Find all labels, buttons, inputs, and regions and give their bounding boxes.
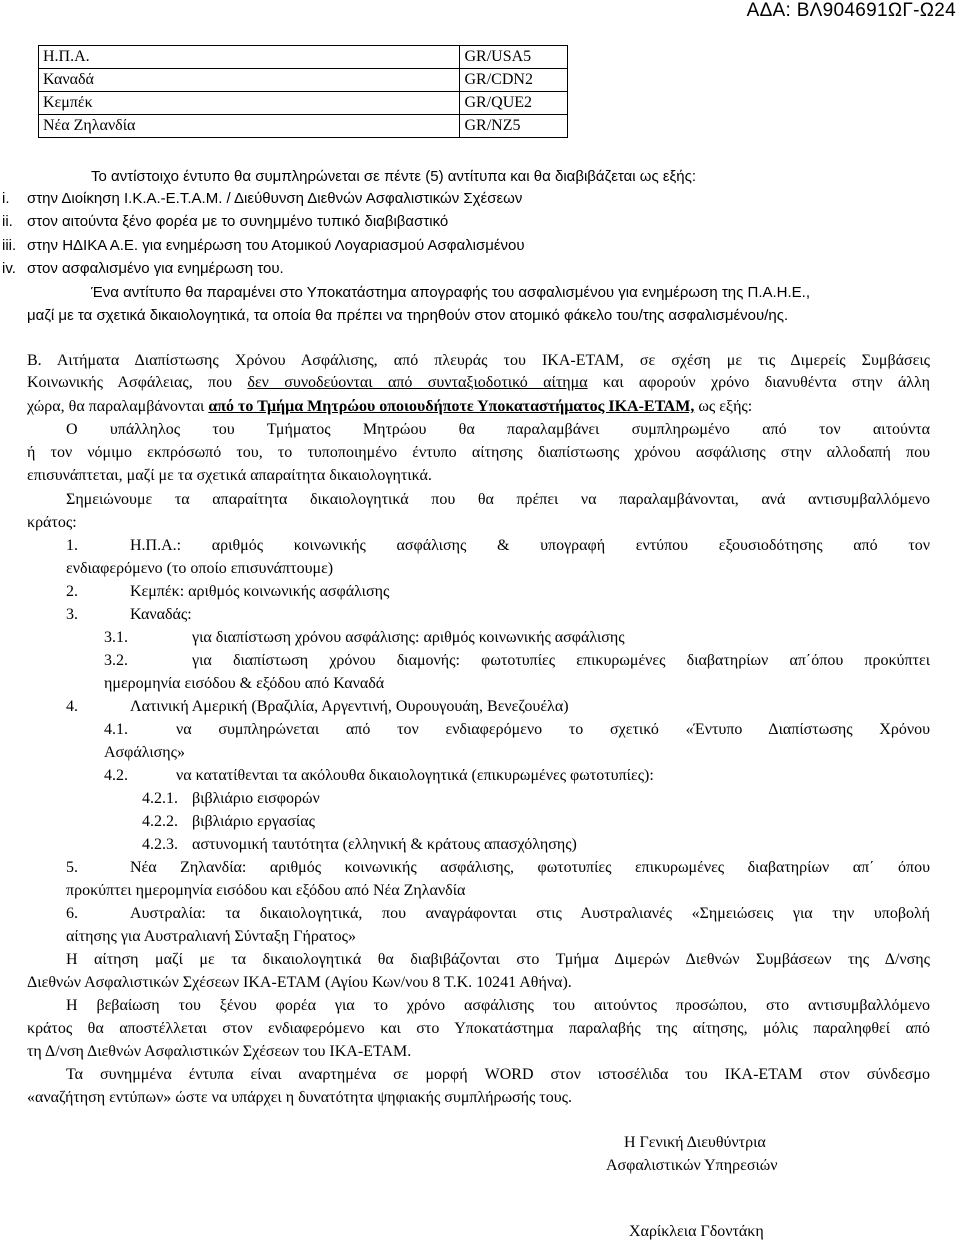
table-row bbox=[39, 115, 568, 138]
country-cell: Η.Π.Α. bbox=[39, 46, 460, 69]
code-cell: GR/CDN2 bbox=[460, 69, 568, 92]
list-item: ενδιαφερόμενο (το οποίο επισυνάπτουμε) bbox=[66, 560, 334, 577]
copies-item-number: iii. bbox=[2, 237, 17, 254]
list-item: Κεμπέκ: αριθμός κοινωνικής ασφάλισης bbox=[130, 583, 390, 600]
list-number: 6. bbox=[66, 905, 78, 922]
copies-item: στην ΗΔΙΚΑ Α.Ε. για ενημέρωση του Ατομικού Λογαριασμού Ασφαλισμένου bbox=[27, 237, 525, 254]
signature-name: Χαρίκλεια Γδοντάκη bbox=[629, 1223, 764, 1240]
section-b-line bbox=[27, 396, 752, 418]
list-item: αίτησης για Αυστραλιανή Σύνταξη Γήρατος» bbox=[66, 928, 356, 945]
closing-line: «αναζήτηση εντύπων» ώστε να υπάρχει η δυνατότητα ψηφιακής συμπλήρωσής τους. bbox=[27, 1089, 572, 1106]
copies-item-number: ii. bbox=[2, 213, 13, 230]
closing-line: Διεθνών Ασφαλιστικών Σχέσεων ΙΚΑ-ΕΤΑΜ (Αγίου Κων/νου 8 Τ.Κ. 10241 Αθήνα). bbox=[27, 974, 572, 991]
closing-line: τη Δ/νση Διεθνών Ασφαλιστικών Σχέσεων του ΙΚΑ-ΕΤΑΜ. bbox=[27, 1043, 412, 1060]
section-b-line: επισυνάπτεται, μαζί με τα σχετικά απαραίτητα δικαιολογητικά. bbox=[27, 467, 432, 484]
code-cell: GR/USA5 bbox=[460, 46, 568, 69]
section-b-line: Β. Αιτήματα Διαπίστωσης Χρόνου Ασφάλισης, από πλευράς του ΙΚΑ-ΕΤΑΜ, σε σχέση με τις Διμερείς Συμβάσεις bbox=[27, 352, 930, 369]
copies-item: στον αιτούντα ξένο φορέα με το συνημμένο τυπικό διαβιβαστικό bbox=[27, 213, 449, 230]
list-item: Ασφάλισης» bbox=[104, 744, 185, 761]
ada-code: ΑΔΑ: ΒΛ904691ΩΓ-Ω24 bbox=[746, 0, 956, 21]
closing-line: Η αίτηση μαζί με τα δικαιολογητικά θα διαβιβάζονται στο Τμήμα Διμερών Διεθνών Συμβάσεων της Δ/νσης bbox=[66, 951, 930, 968]
list-number: 1. bbox=[66, 537, 78, 554]
list-number: 4.2.2. bbox=[142, 813, 178, 830]
copies-item-number: iv. bbox=[2, 260, 16, 277]
list-item: βιβλιάριο εισφορών bbox=[192, 790, 320, 807]
section-b-line: κράτος: bbox=[27, 514, 77, 531]
list-item: Η.Π.Α.: αριθμός κοινωνικής ασφάλισης & υπογραφή εντύπου εξουσιοδότησης από τον bbox=[130, 537, 930, 554]
list-item: Λατινική Αμερική (Βραζιλία, Αργεντινή, Ουρουγουάη, Βενεζουέλα) bbox=[130, 698, 569, 715]
section-b-text: Κοινωνικής Ασφάλειας, που bbox=[27, 374, 248, 391]
list-item: αστυνομική ταυτότητα (ελληνική & κράτους απασχόλησης) bbox=[192, 836, 577, 853]
copies-item-number: i. bbox=[2, 190, 10, 207]
list-number: 4.2.1. bbox=[142, 790, 178, 807]
section-b-line: Σημειώνουμε τα απαραίτητα δικαιολογητικά που θα πρέπει να παραλαμβάνονται, ανά αντισυμβαλλόμενο bbox=[66, 491, 930, 508]
list-item: για διαπίστωση χρόνου ασφάλισης: αριθμός κοινωνικής ασφάλισης bbox=[192, 629, 625, 646]
copies-intro: Το αντίστοιχο έντυπο θα συμπληρώνεται σε πέντε (5) αντίτυπα και θα διαβιβάζεται ως εξής: bbox=[91, 168, 697, 185]
list-number: 3. bbox=[66, 606, 78, 623]
list-item: Νέα Ζηλανδία: αριθμός κοινωνικής ασφάλισης, φωτοτυπίες επικυρωμένες διαβατηρίων απ΄ όπου bbox=[130, 859, 930, 876]
list-number: 3.2. bbox=[104, 652, 128, 669]
list-number: 4. bbox=[66, 698, 78, 715]
country-cell: Κεμπέκ bbox=[39, 92, 460, 115]
list-item: Αυστραλία: τα δικαιολογητικά, που αναγράφονται στις Αυστραλιανές «Σημειώσεις για την υποβολή bbox=[130, 905, 930, 922]
table-row bbox=[39, 92, 568, 115]
table-row bbox=[39, 69, 568, 92]
list-number: 3.1. bbox=[104, 629, 128, 646]
list-item: βιβλιάριο εργασίας bbox=[192, 813, 315, 830]
section-b-underlined: δεν συνοδεύονται από συνταξιοδοτικό αίτημα bbox=[247, 374, 588, 391]
section-b-text: χώρα, θα παραλαμβάνονται bbox=[27, 398, 209, 415]
code-cell: GR/NZ5 bbox=[460, 115, 568, 138]
closing-line: κράτος θα αποστέλλεται στον ενδιαφερόμενο και στο Υποκατάστημα παραλαβής της αίτησης, μόλις παραληφθεί από bbox=[27, 1020, 930, 1037]
signature-title: Η Γενική Διευθύντρια bbox=[624, 1134, 766, 1151]
country-cell: Νέα Ζηλανδία bbox=[39, 115, 460, 138]
code-cell: GR/QUE2 bbox=[460, 92, 568, 115]
closing-line: Η βεβαίωση του ξένου φορέα για το χρόνο ασφάλισης του αιτούντος προσώπου, στο αντισυμβαλλόμενο bbox=[66, 997, 930, 1014]
section-b-text: και αφορούν χρόνο διανυθέντα στην άλλη bbox=[587, 374, 931, 391]
section-b-line: ή τον νόμιμο εκπρόσωπό του, το τυποποιημένο έντυπο αίτησης διαπίστωσης χρόνου ασφάλισης στην αλλοδαπή που bbox=[27, 444, 930, 461]
closing-line: Τα συνημμένα έντυπα είναι αναρτημένα σε μορφή WORD στον ιστοσέλιδα του ΙΚΑ-ΕΤΑΜ στον σύνδεσμο bbox=[66, 1066, 930, 1083]
list-item: να κατατίθενται τα ακόλουθα δικαιολογητικά (επικυρωμένες φωτοτυπίες): bbox=[176, 767, 654, 784]
country-cell: Καναδά bbox=[39, 69, 460, 92]
list-number: 2. bbox=[66, 583, 78, 600]
list-item: για διαπίστωση χρόνου διαμονής: φωτοτυπίες επικυρωμένες διαβατηρίων απ΄όπου προκύπτει bbox=[192, 652, 930, 669]
codes-table bbox=[38, 45, 568, 138]
list-item: Καναδάς: bbox=[130, 606, 192, 623]
section-b-bold-underlined: από το Τμήμα Μητρώου οποιουδήποτε Υποκαταστήματος ΙΚΑ-ΕΤΑΜ, bbox=[208, 398, 695, 415]
copies-item: στον ασφαλισμένο για ενημέρωση του. bbox=[27, 260, 284, 277]
list-number: 5. bbox=[66, 859, 78, 876]
copies-item: στην Διοίκηση Ι.Κ.Α.-Ε.Τ.Α.Μ. / Διεύθυνση Διεθνών Ασφαλιστικών Σχέσεων bbox=[27, 190, 523, 207]
copies-note: μαζί με τα σχετικά δικαιολογητικά, τα οποία θα πρέπει να τηρηθούν στον ατομικό φάκελο του/της ασφαλισμένου/ης. bbox=[27, 307, 789, 324]
list-item: προκύπτει ημερομηνία εισόδου και εξόδου από Νέα Ζηλανδία bbox=[66, 882, 466, 899]
copies-note: Ένα αντίτυπο θα παραμένει στο Υποκατάστημα απογραφής του ασφαλισμένου για ενημέρωση της Π.Α.Η.Ε., bbox=[91, 284, 811, 301]
table-row bbox=[39, 46, 568, 69]
section-b-line bbox=[27, 372, 930, 394]
list-number: 4.2. bbox=[104, 767, 128, 784]
list-item: να συμπληρώνεται από τον ενδιαφερόμενο το σχετικό «Έντυπο Διαπίστωσης Χρόνου bbox=[176, 721, 930, 738]
list-item: ημερομηνία εισόδου & εξόδου από Καναδά bbox=[104, 675, 385, 692]
list-number: 4.2.3. bbox=[142, 836, 178, 853]
signature-title: Ασφαλιστικών Υπηρεσιών bbox=[606, 1157, 778, 1174]
list-number: 4.1. bbox=[104, 721, 128, 738]
section-b-line: Ο υπάλληλος του Τμήματος Μητρώου θα παραλαμβάνει συμπληρωμένο από τον αιτούντα bbox=[66, 421, 930, 438]
section-b-text: ως εξής: bbox=[694, 398, 753, 415]
